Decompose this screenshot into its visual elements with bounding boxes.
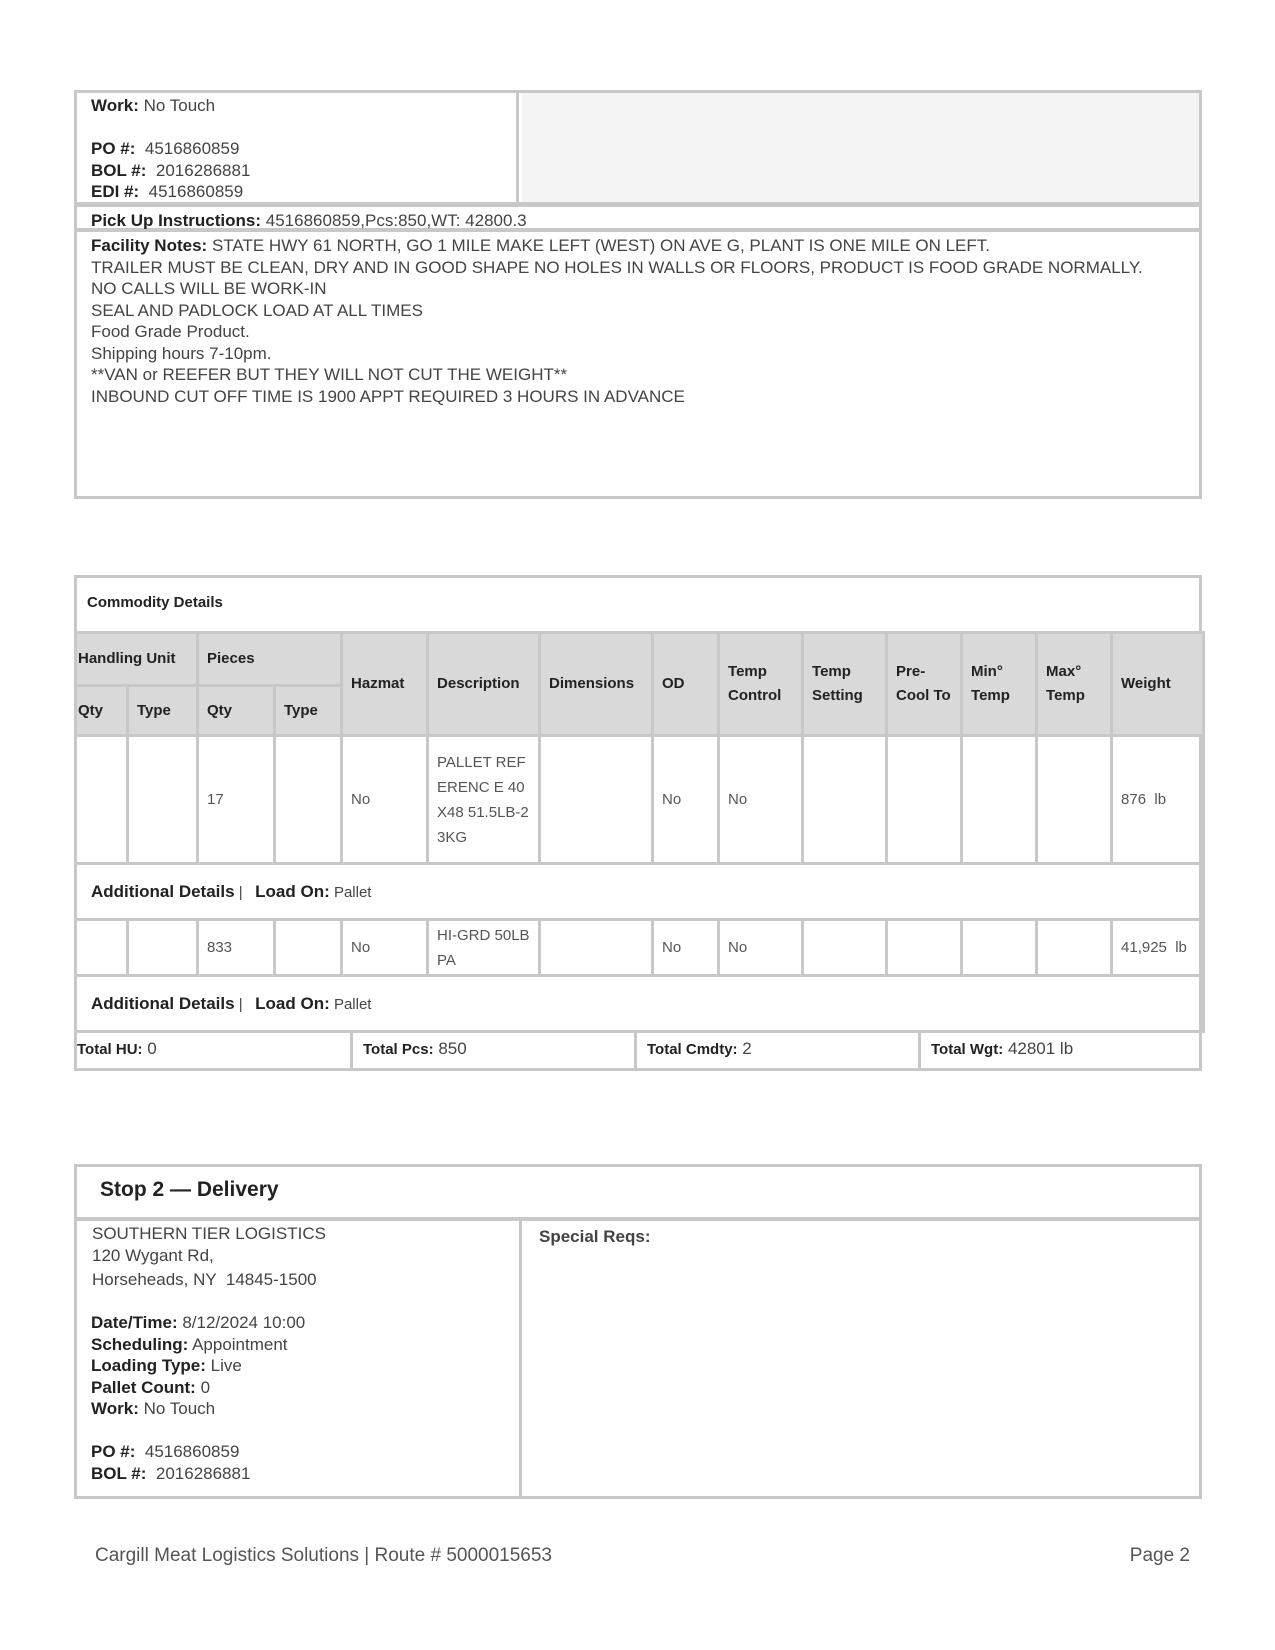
bol-label: BOL #: <box>91 1463 147 1483</box>
pickup-instructions <box>74 204 1202 231</box>
cell-temp-control: No <box>719 920 803 976</box>
datetime-line <box>91 1312 519 1334</box>
datetime-value: 8/12/2024 10:00 <box>182 1313 306 1332</box>
stop1-reference-box <box>74 90 1202 205</box>
header-weight: Weight <box>1112 633 1204 736</box>
header-max-temp: Max° Temp <box>1037 633 1112 736</box>
cell-pc-type <box>275 920 342 976</box>
footer-route: Cargill Meat Logistics Solutions | Route # 5000015653 <box>95 1545 552 1566</box>
po-value: 4516860859 <box>144 1442 240 1461</box>
cell-hu-qty <box>76 736 128 864</box>
table-row <box>76 920 1204 976</box>
scheduling-value: Appointment <box>192 1334 288 1354</box>
bol-line <box>91 1463 519 1485</box>
bol-value: 2016286881 <box>155 1463 251 1483</box>
address-line-2: Horseheads, NY 14845-1500 <box>92 1270 317 1289</box>
pallet-count-label: Pallet Count: <box>91 1377 196 1397</box>
bol-label: BOL #: <box>91 160 147 180</box>
special-reqs-label: Special Reqs: <box>539 1227 651 1246</box>
work-value: No Touch <box>143 1399 216 1418</box>
header-hazmat: Hazmat <box>342 633 428 736</box>
cell-precool <box>887 736 962 864</box>
stop2-title: Stop 2 — Delivery <box>100 1178 279 1201</box>
load-on-label: Load On: <box>255 993 330 1013</box>
total-hu-label: Total HU: <box>77 1041 143 1058</box>
cell-od: No <box>653 920 719 976</box>
edi-value: 4516860859 <box>148 182 244 201</box>
cell-temp-control: No <box>719 736 803 864</box>
loading-type-line <box>91 1355 519 1377</box>
header-min-temp: Min° Temp <box>962 633 1037 736</box>
pickup-label: Pick Up Instructions: <box>91 211 262 230</box>
cell-hu-type <box>128 920 198 976</box>
total-cmdty-label: Total Cmdty: <box>647 1041 738 1058</box>
facility-line: Food Grade Product. <box>91 322 250 341</box>
header-pc-type: Type <box>275 686 342 736</box>
header-temp-control: Temp Control <box>719 633 803 736</box>
facility-line: Shipping hours 7-10pm. <box>91 343 272 363</box>
cell-hazmat: No <box>342 736 428 864</box>
work-label: Work: <box>91 96 139 115</box>
total-hu-value: 0 <box>147 1039 157 1058</box>
facility-line: INBOUND CUT OFF TIME IS 1900 APPT REQUIRED 3 HOURS IN ADVANCE <box>91 386 685 406</box>
cell-hazmat: No <box>342 920 428 976</box>
header-pc-qty: Qty <box>198 686 275 736</box>
po-line <box>91 138 516 160</box>
cell-weight: 876 lb <box>1112 736 1204 864</box>
cell-description: PALLET REFERENC E 40X48 51.5LB-23KG <box>428 736 540 864</box>
facility-line: SEAL AND PADLOCK LOAD AT ALL TIMES <box>91 300 423 320</box>
facility-line: TRAILER MUST BE CLEAN, DRY AND IN GOOD SHAPE NO HOLES IN WALLS OR FLOORS, PRODUCT IS FOOD GRADE NORMALLY. <box>91 257 1143 277</box>
table-row <box>76 736 1204 864</box>
header-pieces: Pieces <box>198 633 342 686</box>
additional-details-row <box>76 864 1204 920</box>
blank-line <box>91 1420 519 1442</box>
cell-description: HI-GRD 50LB PA <box>428 920 540 976</box>
total-wgt-label: Total Wgt: <box>931 1041 1004 1058</box>
loading-type-value: Live <box>210 1356 242 1375</box>
facility-line-0 <box>91 235 1199 257</box>
po-label: PO #: <box>91 1442 136 1461</box>
cell-hu-type <box>128 736 198 864</box>
cell-temp-setting <box>803 736 887 864</box>
total-pcs-label: Total Pcs: <box>363 1041 434 1058</box>
stop2-header <box>74 1164 1202 1220</box>
loading-type-label: Loading Type: <box>91 1356 206 1375</box>
commodity-table <box>74 631 1205 1033</box>
additional-details-label: Additional Details <box>91 993 235 1013</box>
cell-pc-type <box>275 736 342 864</box>
cell-temp-setting <box>803 920 887 976</box>
datetime-label: Date/Time: <box>91 1313 178 1332</box>
header-hu-type: Type <box>128 686 198 736</box>
bol-line <box>91 160 516 182</box>
total-cmdty-value: 2 <box>742 1039 752 1058</box>
load-on-value: Pallet <box>333 995 372 1013</box>
scheduling-line <box>91 1334 519 1356</box>
facility-line: **VAN or REEFER BUT THEY WILL NOT CUT THE WEIGHT** <box>91 365 568 384</box>
cell-hu-qty <box>76 920 128 976</box>
header-temp-setting: Temp Setting <box>803 633 887 736</box>
facility-label: Facility Notes: <box>91 236 208 255</box>
stop1-reference-panel <box>77 93 519 202</box>
edi-label: EDI #: <box>91 182 140 201</box>
edi-line <box>91 181 516 203</box>
work-value: No Touch <box>143 96 216 115</box>
additional-details: Additional Details | Load On: Pallet <box>76 864 1204 920</box>
facility-notes <box>74 229 1202 499</box>
stop2-details <box>74 1218 1202 1499</box>
additional-details-label: Additional Details <box>91 881 235 901</box>
total-hu <box>77 1033 353 1068</box>
cell-max-temp <box>1037 736 1112 864</box>
address-line-1: 120 Wygant Rd, <box>92 1245 214 1265</box>
work-line <box>91 95 516 117</box>
cell-min-temp <box>962 736 1037 864</box>
facility-line: NO CALLS WILL BE WORK-IN <box>91 279 327 298</box>
page-number: Page 2 <box>1129 1545 1190 1566</box>
header-precool: Pre-Cool To <box>887 633 962 736</box>
po-value: 4516860859 <box>144 139 240 158</box>
totals-row <box>77 1033 1199 1068</box>
additional-details: Additional Details | Load On: Pallet <box>76 976 1204 1032</box>
header-row-1 <box>76 633 1204 686</box>
cell-min-temp <box>962 920 1037 976</box>
po-label: PO #: <box>91 139 136 158</box>
pallet-count-value: 0 <box>200 1377 211 1397</box>
pickup-value: 4516860859,Pcs:850,WT: 42800.3 <box>265 211 527 230</box>
commodity-title: Commodity Details <box>87 594 223 611</box>
po-line <box>91 1441 519 1463</box>
cell-dimensions <box>540 736 653 864</box>
work-label: Work: <box>91 1399 139 1418</box>
header-description: Description <box>428 633 540 736</box>
total-wgt-value: 42801 lb <box>1007 1039 1074 1058</box>
facility-text: STATE HWY 61 NORTH, GO 1 MILE MAKE LEFT (WEST) ON AVE G, PLANT IS ONE MILE ON LEFT. <box>211 236 991 255</box>
cell-pc-qty: 17 <box>198 736 275 864</box>
load-on-label: Load On: <box>255 881 330 901</box>
blank-line <box>91 117 516 139</box>
cell-max-temp <box>1037 920 1112 976</box>
total-pcs-value: 850 <box>438 1039 467 1058</box>
total-pcs <box>353 1033 637 1068</box>
blank-line <box>91 1291 519 1313</box>
stop1-empty-panel <box>522 93 1199 202</box>
pallet-count-line <box>91 1377 519 1399</box>
total-cmdty <box>637 1033 921 1068</box>
load-on-value: Pallet <box>333 883 372 901</box>
total-wgt <box>921 1033 1199 1068</box>
work-line <box>91 1398 519 1420</box>
header-od: OD <box>653 633 719 736</box>
bol-value: 2016286881 <box>155 160 251 180</box>
cell-weight: 41,925 lb <box>1112 920 1204 976</box>
header-handling-unit: Handling Unit <box>76 633 198 686</box>
additional-details-row <box>76 976 1204 1032</box>
consignee-name: SOUTHERN TIER LOGISTICS <box>92 1224 326 1243</box>
commodity-details <box>74 575 1202 1071</box>
cell-od: No <box>653 736 719 864</box>
cell-pc-qty: 833 <box>198 920 275 976</box>
scheduling-label: Scheduling: <box>91 1334 189 1354</box>
stop2-address-panel <box>77 1221 522 1496</box>
cell-dimensions <box>540 920 653 976</box>
cell-precool <box>887 920 962 976</box>
header-dimensions: Dimensions <box>540 633 653 736</box>
header-hu-qty: Qty <box>76 686 128 736</box>
